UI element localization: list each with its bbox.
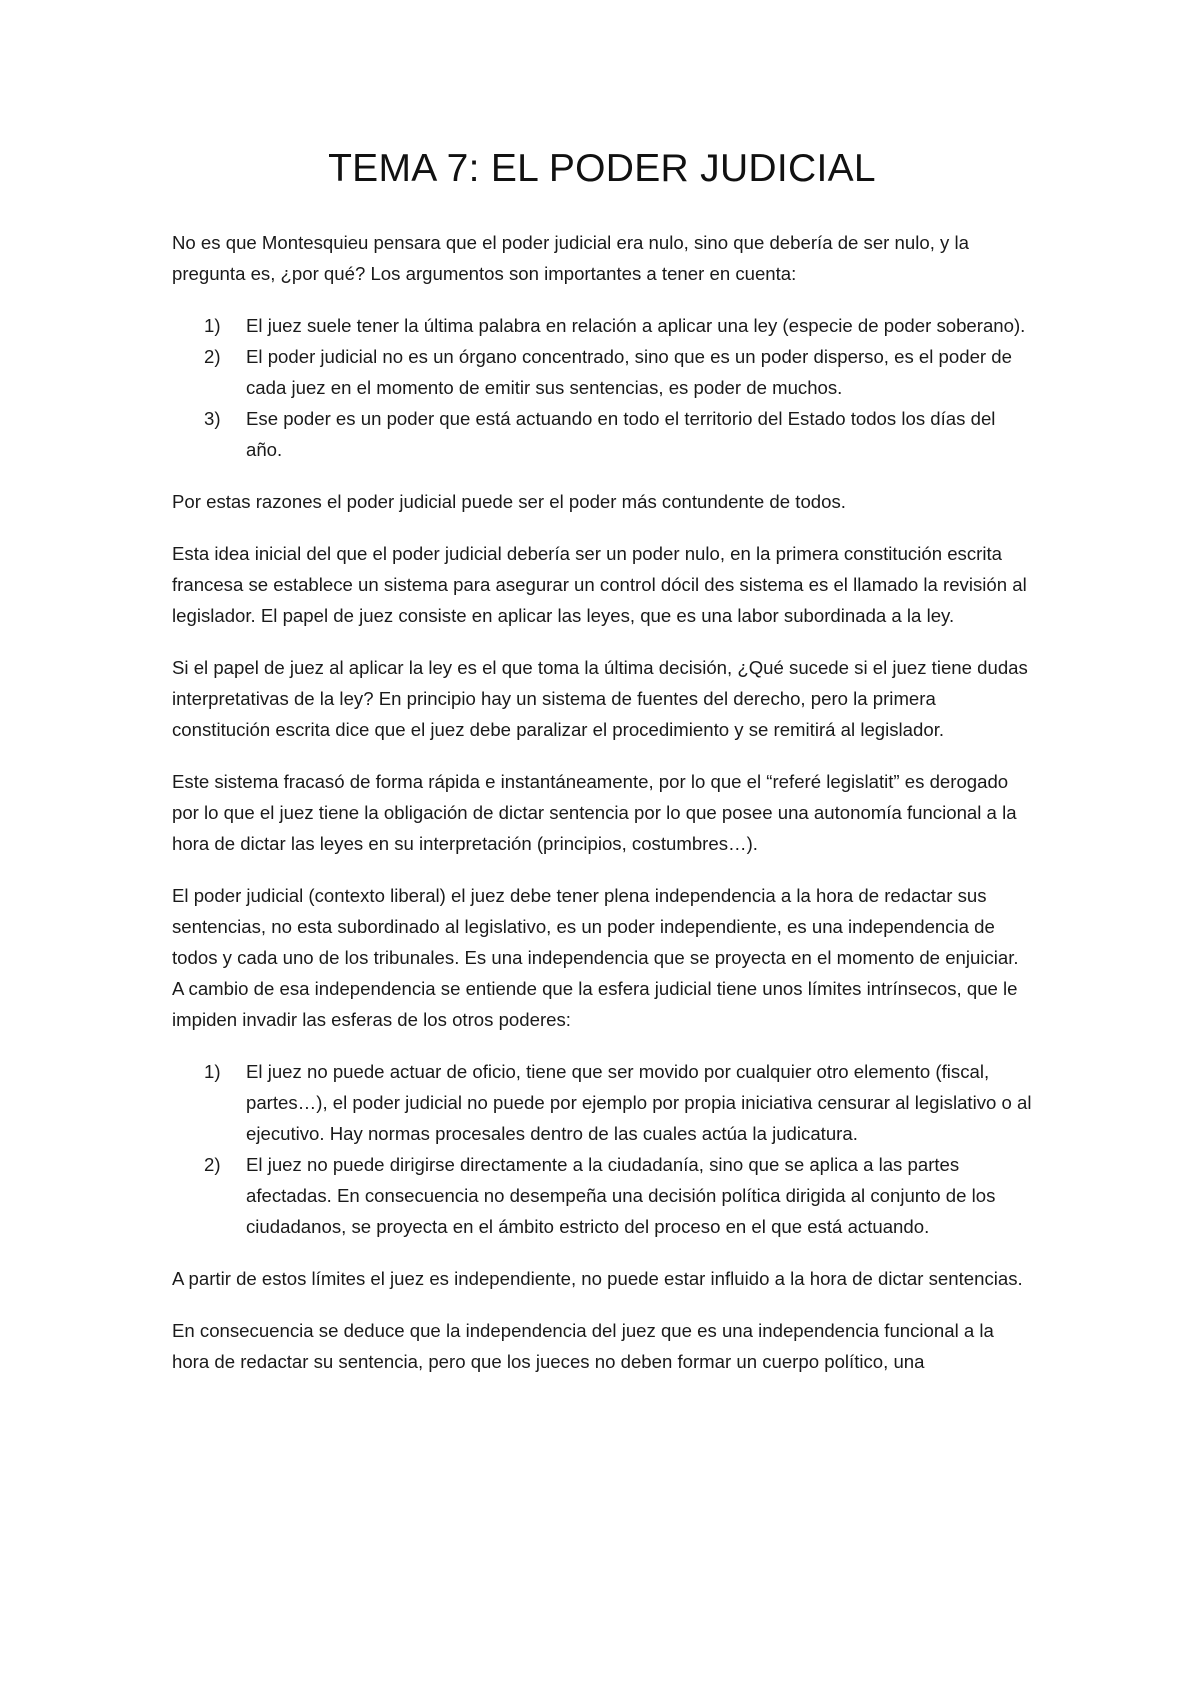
list-item [172,1149,1032,1242]
list-item-text: El juez no puede dirigirse directamente a la ciudadanía, sino que se aplica a las partes afectadas. En consecuencia no desempeña una decisión política dirigida al conjunto de los ciudadanos, se proyecta en el ámbito estricto del proceso en el que está actuando. [246,1153,996,1237]
list-item-text: El juez no puede actuar de oficio, tiene que ser movido por cualquier otro elemento (fiscal, partes…), el poder judicial no puede por ejemplo por propia iniciativa censurar al legislativo o al ejecutivo. Hay normas procesales dentro de las cuales actúa la judicatura. [246,1060,1032,1144]
list-item [172,341,1032,403]
list-item-text: El juez suele tener la última palabra en relación a aplicar una ley (especie de poder soberano). [246,314,1026,336]
intro-paragraph: No es que Montesquieu pensara que el poder judicial era nulo, sino que debería de ser nulo, y la pregunta es, ¿por qué? Los argumentos son importantes a tener en cuenta: [172,231,969,284]
list-item-number: 3) [204,407,221,429]
paragraph: Este sistema fracasó de forma rápida e instantáneamente, por lo que el “referé legislatit” es derogado por lo que el juez tiene la obligación de dictar sentencia por lo que posee una autonomía funcional a la hora de dictar las leyes en su interpretación (principios, costumbres…). [172,770,1017,854]
document-title: TEMA 7: EL PODER JUDICIAL [328,147,876,190]
list-item-number: 2) [204,345,221,367]
paragraph: Si el papel de juez al aplicar la ley es el que toma la última decisión, ¿Qué sucede si el juez tiene dudas interpretativas de la ley? En principio hay un sistema de fuentes del derecho, pero la primera constitución escrita dice que el juez debe paralizar el procedimiento y se remitirá al legislador. [172,656,1028,740]
paragraph: A partir de estos límites el juez es independiente, no puede estar influido a la hora de dictar sentencias. [172,1267,1023,1289]
list-item-number: 1) [204,1060,221,1082]
paragraph: Por estas razones el poder judicial puede ser el poder más contundente de todos. [172,490,846,512]
list-item-text: Ese poder es un poder que está actuando en todo el territorio del Estado todos los días del año. [246,407,996,460]
document-body [172,148,1032,1398]
paragraph: Esta idea inicial del que el poder judicial debería ser un poder nulo, en la primera constitución escrita francesa se establece un sistema para asegurar un control dócil des sistema es el llamado la revisión al legislador. El papel de juez consiste en aplicar las leyes, que es una labor subordinada a la ley. [172,542,1027,626]
limits-list [172,1056,1032,1242]
paragraph: En consecuencia se deduce que la independencia del juez que es una independencia funcional a la hora de redactar su sentencia, pero que los jueces no deben formar un cuerpo político, una [172,1319,994,1372]
arguments-list [172,310,1032,465]
paragraph: El poder judicial (contexto liberal) el juez debe tener plena independencia a la hora de redactar sus sentencias, no esta subordinado al legislativo, es un poder independiente, es una independencia de todos y cada uno de los tribunales. Es una independencia que se proyecta en el momento de enjuiciar. A cambio de esa independencia se entiende que la esfera judicial tiene unos límites intrínsecos, que le impiden invadir las esferas de los otros poderes: [172,884,1019,1030]
list-item [172,1056,1032,1149]
list-item-number: 1) [204,314,221,336]
list-item-number: 2) [204,1153,221,1175]
list-item [172,403,1032,465]
list-item-text: El poder judicial no es un órgano concentrado, sino que es un poder disperso, es el poder de cada juez en el momento de emitir sus sentencias, es poder de muchos. [246,345,1012,398]
list-item [172,310,1032,341]
